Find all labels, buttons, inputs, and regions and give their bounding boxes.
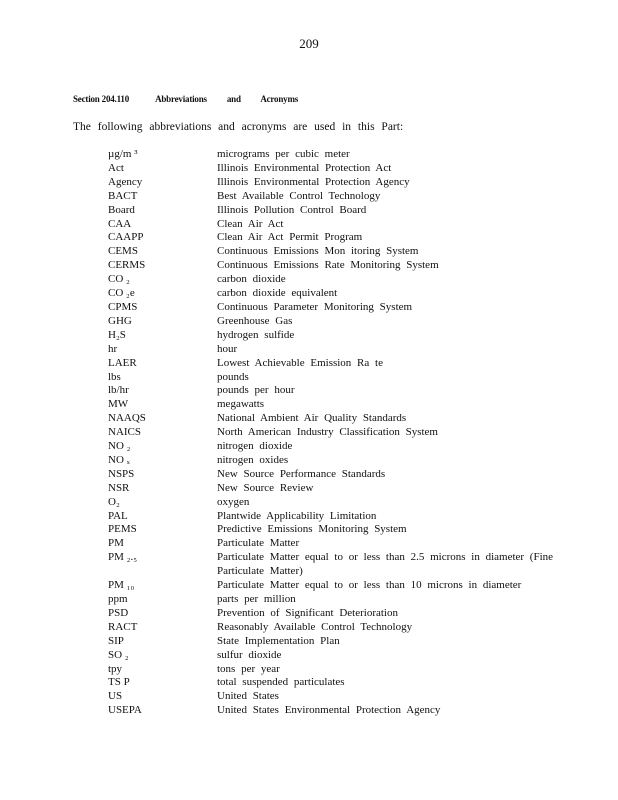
abbreviation-definition: North American Industry Classification System xyxy=(217,426,438,439)
abbreviation-definition: Reasonably Available Control Technology xyxy=(217,620,413,633)
abbreviation-term: CO ₂ xyxy=(108,273,130,286)
abbreviation-definition: Continuous Parameter Monitoring System xyxy=(217,300,413,313)
abbreviation-row xyxy=(108,426,578,440)
abbreviation-row xyxy=(108,148,578,162)
abbreviation-row xyxy=(108,259,578,273)
abbreviation-term: US xyxy=(108,690,123,703)
abbreviation-term: CERMS xyxy=(108,259,146,272)
abbreviation-term: lb/hr xyxy=(108,384,129,397)
abbreviation-row xyxy=(108,523,578,537)
abbreviation-definition: nitrogen dioxide xyxy=(217,440,293,453)
abbreviation-term: USEPA xyxy=(108,704,142,717)
section-number: Section 204.110 xyxy=(73,94,130,104)
abbreviation-term: TS P xyxy=(108,676,130,689)
abbreviation-row xyxy=(108,384,578,398)
abbreviation-term: tpy xyxy=(108,662,123,675)
intro-text: The following abbreviations and acronyms are used in this Part: xyxy=(73,121,404,133)
abbreviation-row xyxy=(108,690,578,704)
abbreviation-row xyxy=(108,607,578,621)
abbreviation-definition: total suspended particulates xyxy=(217,676,345,689)
abbreviation-row xyxy=(108,510,578,524)
abbreviation-row xyxy=(108,704,578,718)
abbreviation-row xyxy=(108,218,578,232)
abbreviation-term: PSD xyxy=(108,606,129,619)
abbreviation-definition: carbon dioxide xyxy=(217,273,286,286)
abbreviation-row xyxy=(108,162,578,176)
abbreviation-definition: Illinois Pollution Control Board xyxy=(217,203,367,216)
abbreviation-row xyxy=(108,468,578,482)
abbreviation-term: RACT xyxy=(108,620,138,633)
abbreviation-definition: sulfur dioxide xyxy=(217,648,282,661)
abbreviation-term: NSPS xyxy=(108,467,135,480)
abbreviation-term: NO ₓ xyxy=(108,453,130,466)
abbreviation-row xyxy=(108,357,578,371)
abbreviation-term: SO ₂ xyxy=(108,648,129,661)
abbreviation-definition: United States Environmental Protection Agency xyxy=(217,704,441,717)
abbreviation-definition: micrograms per cubic meter xyxy=(217,148,350,160)
abbreviation-term: NAAQS xyxy=(108,412,146,425)
abbreviation-term: GHG xyxy=(108,314,132,327)
abbreviation-definition: pounds per hour xyxy=(217,384,295,397)
abbreviation-term: µg/m ³ xyxy=(108,148,138,160)
abbreviation-row xyxy=(108,176,578,190)
abbreviation-definition: Clean Air Act xyxy=(217,217,284,230)
abbreviation-definition: New Source Performance Standards xyxy=(217,467,386,480)
abbreviation-term: ppm xyxy=(108,593,128,605)
abbreviation-definition: Predictive Emissions Monitoring System xyxy=(217,523,407,536)
abbreviation-term: PEMS xyxy=(108,523,137,536)
abbreviation-term: NAICS xyxy=(108,426,142,439)
abbreviation-row xyxy=(108,315,578,329)
abbreviation-definition: State Implementation Plan xyxy=(217,634,340,647)
abbreviation-term: lbs xyxy=(108,370,121,383)
abbreviation-definition: megawatts xyxy=(217,398,265,411)
abbreviation-definition: carbon dioxide equivalent xyxy=(217,287,338,300)
abbreviation-definition: Plantwide Applicability Limitation xyxy=(217,509,377,522)
abbreviation-term: SIP xyxy=(108,634,124,647)
abbreviation-row xyxy=(108,343,578,357)
abbreviation-row xyxy=(108,551,578,579)
abbreviation-row xyxy=(108,440,578,454)
page-number: 209 xyxy=(299,36,319,51)
abbreviation-definition: United States xyxy=(217,690,279,703)
abbreviation-row xyxy=(108,537,578,551)
abbreviation-row xyxy=(108,398,578,412)
abbreviation-definition: hour xyxy=(217,342,238,355)
abbreviation-definition: oxygen xyxy=(217,495,250,508)
abbreviation-row xyxy=(108,454,578,468)
abbreviation-row xyxy=(108,190,578,204)
abbreviation-term: MW xyxy=(108,398,129,411)
abbreviation-term: PM xyxy=(108,537,124,550)
abbreviation-definition: Greenhouse Gas xyxy=(217,314,293,327)
abbreviation-term: NO ₂ xyxy=(108,440,131,453)
abbreviation-definition: Prevention of Significant Deterioration xyxy=(217,606,398,619)
abbreviation-row xyxy=(108,329,578,343)
abbreviation-term: CPMS xyxy=(108,300,138,313)
abbreviation-row xyxy=(108,593,578,607)
abbreviation-term: Agency xyxy=(108,175,143,188)
abbreviation-term: CEMS xyxy=(108,245,138,258)
abbreviation-row xyxy=(108,676,578,690)
abbreviation-definition: Lowest Achievable Emission Ra te xyxy=(217,356,383,369)
abbreviation-definition: Particulate Matter xyxy=(217,537,300,550)
abbreviation-definition: Best Available Control Technology xyxy=(217,189,381,202)
abbreviation-term: PM ₂.₅ xyxy=(108,551,138,564)
abbreviation-row xyxy=(108,621,578,635)
abbreviation-term: NSR xyxy=(108,481,130,494)
abbreviation-term: Board xyxy=(108,203,135,216)
section-heading xyxy=(73,94,298,104)
abbreviation-definition: National Ambient Air Quality Standards xyxy=(217,412,407,425)
abbreviation-definition: Continuous Emissions Mon itoring System xyxy=(217,245,419,258)
abbreviation-definition: Continuous Emissions Rate Monitoring System xyxy=(217,259,439,272)
abbreviation-row xyxy=(108,204,578,218)
abbreviation-definition: Clean Air Act Permit Program xyxy=(217,231,363,244)
abbreviation-definition: nitrogen oxides xyxy=(217,453,289,466)
abbreviation-definition: Illinois Environmental Protection Agency xyxy=(217,175,410,188)
abbreviation-row xyxy=(108,649,578,663)
abbreviation-term: PAL xyxy=(108,509,128,522)
abbreviation-row xyxy=(108,635,578,649)
abbreviation-row xyxy=(108,245,578,259)
abbreviation-term: BACT xyxy=(108,189,138,202)
section-title: Abbreviations and Acronyms xyxy=(155,94,299,104)
abbreviation-term: LAER xyxy=(108,356,137,369)
abbreviation-term: PM ₁₀ xyxy=(108,579,135,592)
abbreviation-row xyxy=(108,496,578,510)
abbreviation-row xyxy=(108,287,578,301)
abbreviation-definition: tons per year xyxy=(217,662,280,675)
abbreviation-row xyxy=(108,412,578,426)
abbreviation-term: hr xyxy=(108,342,118,355)
abbreviation-definition: Illinois Environmental Protection Act xyxy=(217,161,392,174)
abbreviation-row xyxy=(108,482,578,496)
abbreviation-term: H₂S xyxy=(108,328,126,341)
abbreviation-definition: pounds xyxy=(217,370,249,383)
abbreviation-term: CAAPP xyxy=(108,231,144,244)
abbreviation-definition: Particulate Matter equal to or less than 2.5 microns in diameter (Fine Particulate Matter) xyxy=(217,551,554,578)
abbreviation-row xyxy=(108,579,578,593)
abbreviation-term: CO ₂e xyxy=(108,287,135,300)
abbreviation-definition: Particulate Matter equal to or less than 10 microns in diameter xyxy=(217,579,522,592)
abbreviation-row xyxy=(108,663,578,677)
abbreviation-term: Act xyxy=(108,161,124,174)
abbreviation-row xyxy=(108,371,578,385)
abbreviation-list xyxy=(108,148,578,718)
abbreviation-row xyxy=(108,231,578,245)
abbreviation-term: O₂ xyxy=(108,495,120,508)
abbreviation-row xyxy=(108,301,578,315)
abbreviation-definition: New Source Review xyxy=(217,481,314,494)
abbreviation-definition: hydrogen sulfide xyxy=(217,328,295,341)
abbreviation-definition: parts per million xyxy=(217,593,296,605)
abbreviation-row xyxy=(108,273,578,287)
abbreviation-term: CAA xyxy=(108,217,132,230)
